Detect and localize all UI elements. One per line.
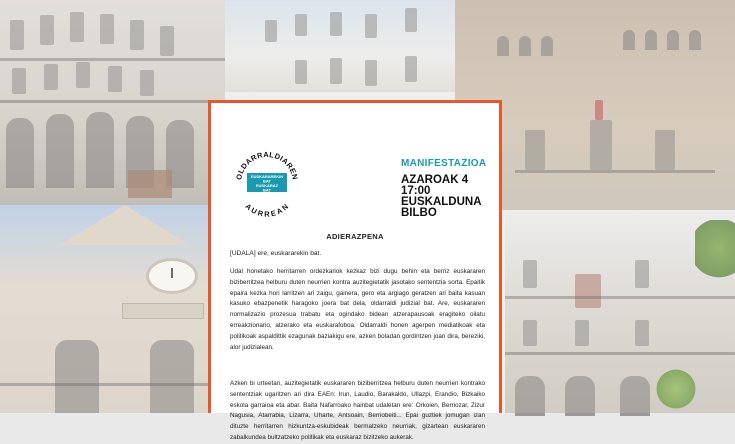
document-heading: ADIERAZPENA [326,232,384,241]
logo-center-line: EUSKARAREKIN [250,174,284,179]
paragraph-2: Azken bi urteetan, auzitegietatik euskararen biziberritzea helburu duten neurrien kontrako sententziak ugaritzen ari dira EAEn: Irun, Laudio, Barakaldo, Ullazpi, Erandio, Bizkaiko eskola garraioa eta abar. Baita Nafarroako hainbat udaletan ere: Orkoien, Berriozar, Zizur Nagusia, Atarrabia, Lizarra, Uharte, Antsoain, Berriobeiti... Epai guztiek jomugan izan dituzte herritarren hizkuntza-eskubideak bermatzeko neurriak, gizartean euskararen zabalkundea bultzatzeko politikak eta euskaraz bizitzeko aukerak. [230,380,485,441]
event-date: AZAROAK 4 [401,174,469,186]
udala-line: [UDALA] ere, euskararekin bat. [230,250,322,257]
event-time: 17:00 [401,185,431,197]
svg-text:AURREAN [244,202,291,217]
event-details [401,175,482,219]
declaration-document [208,100,502,441]
logo [233,149,301,217]
event-type-label: MANIFESTAZIOA [401,158,487,169]
logo-center-line: BAT [263,187,271,193]
paragraph-1: Udal honetako herritarren ordezkariok kezkaz bizi dugu behin eta berriz euskararen biziberritzea helburu duten neurrien kontra auzitegietatik jasotako sententzia sorta. Epaitik epaira kezka hori larritzen ari zaigu, gainera, gero eta argiago geratzen ari baita kasuan kasuko ebazpenetik haragoko joera bat dela, oldarraldi judizial bat. Are, euskararen normalizazio prozesua trabatu eta ogindako bidean atzerapausoak eragiteko oilatu erreakzionario, atzerako eta euskarafoboa. Oldarraldi honen agerpen mediatikoak eta politikoak aspaldittik ezagunak baziakigu ere, azken boladan gordintzen joan dira, bereziki, alor judizialean. [230,268,485,351]
event-venue: EUSKALDUNA [401,196,482,208]
logo-ring-top: OLDARRALDIAREN [234,149,300,181]
logo-center-line: EUSKARAZ [255,183,279,188]
logo-ring-bottom: AURREAN [243,201,291,217]
logo-center-line: BAT [263,178,271,184]
event-city: BILBO [401,207,437,219]
